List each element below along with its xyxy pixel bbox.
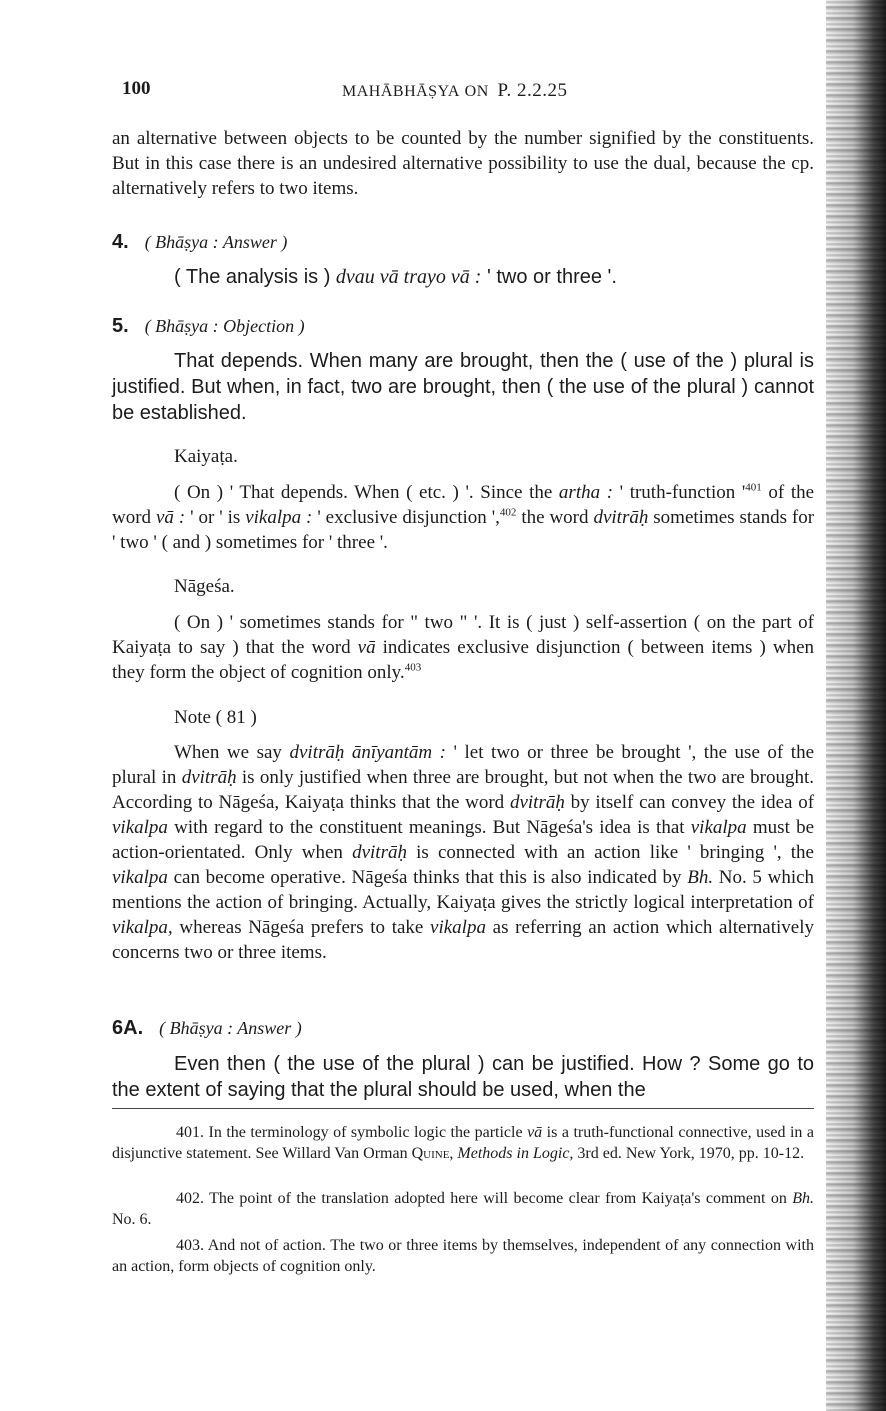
note-italic: dvitrāḥ [509,792,565,813]
note-italic: vikalpa [430,917,486,938]
fn-run: No. 6. [112,1211,152,1228]
section-4-number: 4. [112,231,129,253]
nagesa-run: ( On ) ' sometimes stands for " two " '. It is ( just ) self-assertion ( on the part of Kaiyaṭa to say ) that the word [112,612,814,658]
section-4-b: dvau vā trayo vā : [335,266,482,288]
note-italic: vikalpa [112,867,168,888]
kaiyata-text [112,480,814,555]
footnote-divider [112,1108,814,1109]
kaiyata-run: ' truth-functio [619,482,726,503]
note-italic: vikalpa, [112,917,173,938]
fn-run: 403. And not of action. The two or three items by themselves, independent of any connection with an action, form objects of cognition only. [112,1237,814,1275]
fn-italic: Bh. [792,1190,815,1207]
section-4-c: ' two or three '. [487,266,617,288]
kaiyata-run: sometimes stands for ' two ' ( and ) sometimes for ' three '. [112,507,815,553]
section-6a-text: Even then ( the use of the plural ) can be justified. How ? Some go to the extent of saying that the plural should be used, when the [112,1053,814,1101]
nagesa-paragraph [112,610,814,685]
kaiyata-italic: vikalpa : [245,507,313,528]
intro-text: an alternative between objects to be counted by the number signified by the constituents. But in this case there is an undesired alternative possibility to use the dual, because the cp. alternatively refers to two items. [112,128,814,199]
section-4-body [112,264,814,290]
note-italic: Bh. [687,867,714,888]
footnote-ref-401[interactable]: 401 [745,481,762,494]
note-text [112,740,814,965]
kaiyata-run: the word [521,507,589,528]
title-on: ON [464,83,489,100]
footnote-ref-403[interactable]: 403 [404,661,422,674]
nagesa-run: indicates exclusive disjunction ( between items ) when they form the object of cognition only. [112,637,815,683]
footnote-402 [112,1188,814,1230]
kaiyata-run: ' exclusive disjunction ', [317,507,500,528]
note-italic: dvitrāḥ [352,842,407,863]
note-italic: dvitrāḥ [181,767,237,788]
section-4-heading [112,231,287,257]
section-5-number: 5. [112,315,129,337]
fn-italic: Methods in Logic, [457,1145,574,1162]
kaiyata-paragraph [112,480,814,555]
fn-author: Quine, [411,1145,454,1162]
section-5-text: That depends. When many are brought, then the ( use of the ) plural is justified. But when, in fact, two are brought, then ( the use of the plural ) cannot be established. [112,350,814,424]
kaiyata-run: n ' [725,482,746,503]
section-6a-body [112,1051,814,1103]
kaiyata-heading [112,444,814,469]
footnote-403 [112,1235,814,1277]
note-run: ' let two or three be brought ', the use of the plural in [112,742,814,788]
note-run: is only justified when three are brought, but not when the two are brought. According to Nāgeśa, Kaiyaṭa thinks that the word [112,767,815,813]
note-italic: vikalpa [690,817,747,838]
kaiyata-italic: dvitrāḥ [593,507,649,528]
kaiyata-run: of the word [112,482,815,528]
kaiyata-heading-text: Kaiyaṭa. [174,446,238,467]
note-run: whereas Nāgeśa prefers to take [179,917,424,938]
section-5-label: ( Bhāṣya : Objection ) [144,316,305,336]
note-paragraph [112,740,814,965]
running-title [342,80,567,102]
note-heading-text: Note ( 81 ) [174,707,257,728]
section-4-label: ( Bhāṣya : Answer ) [144,232,288,252]
intro-paragraph [112,126,814,201]
nagesa-heading [112,574,814,599]
kaiyata-italic: vā : [156,507,186,528]
section-4-a: ( The analysis is ) [174,266,331,288]
note-heading [112,705,814,730]
scan-binding-edge [826,0,886,1411]
section-6a-heading [112,1017,302,1043]
footnote-ref-402[interactable]: 402 [499,506,517,519]
kaiyata-italic: artha : [558,482,614,503]
note-run: as referring an action which alternatively concerns two or three items. [112,917,815,963]
fn-italic: vā [527,1124,543,1141]
note-run: is connected with an action like ' bringing ', the [416,842,814,863]
note-run: No. 5 which mentions the action of bringing. Actually, Kaiyaṭa gives the strictly logical interpretation of [112,867,815,913]
section-6a-label: ( Bhāṣya : Answer ) [159,1018,302,1038]
note-run: by itself can convey the idea of [570,792,815,813]
note-italic: vikalpa [112,817,168,838]
section-6a-number: 6A. [112,1017,144,1039]
note-run: with regard to the constituent meanings. But Nāgeśa's idea is that [174,817,685,838]
nagesa-italic: vā [357,637,376,658]
section-5-heading [112,315,305,341]
note-run: When we say [174,742,282,763]
fn-run: 402. The point of the translation adopted here will become clear from Kaiyaṭa's comment on [176,1190,787,1207]
running-header [122,78,592,106]
footnote-401 [112,1122,814,1164]
kaiyata-run: ( On ) ' That depends. When ( etc. ) '. Since the [174,482,553,503]
fn-run: 3rd ed. New York, 1970, pp. 10-12. [577,1145,805,1162]
section-5-body [112,348,814,426]
fn-run: is a truth-functional connective, used in a disjunctive statement. See Willard Van Orman [112,1124,815,1162]
section-4-text [112,264,814,290]
note-italic: dvitrāḥ ānīyantām : [289,742,446,763]
nagesa-heading-text: Nāgeśa. [174,576,235,597]
title-ref: P. 2.2.25 [497,80,568,101]
title-main: MAHĀBHĀṢYA [342,83,460,100]
fn-run: 401. In the terminology of symbolic logic the particle [176,1124,523,1141]
note-run: must be action-orientated. Only when [112,817,815,863]
note-run: can become operative. Nāgeśa thinks that this is also indicated by [173,867,682,888]
kaiyata-run: ' or ' is [190,507,241,528]
page-number: 100 [122,78,151,99]
nagesa-text [112,610,814,685]
